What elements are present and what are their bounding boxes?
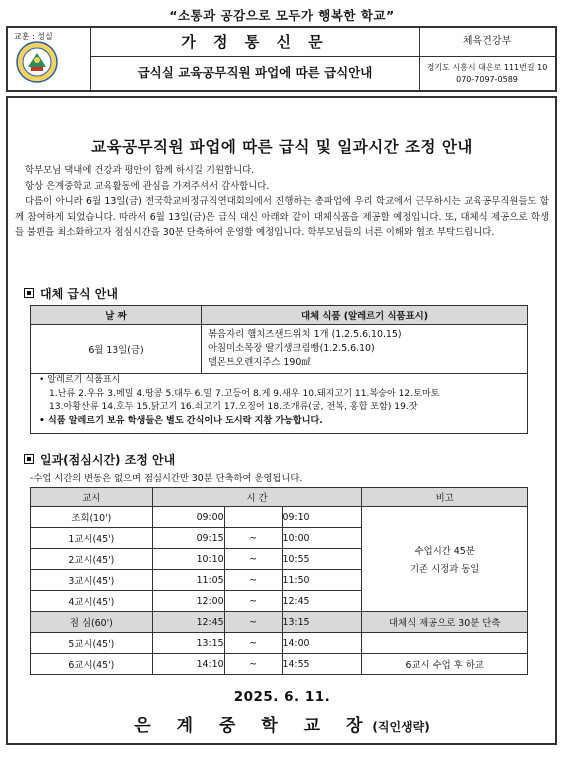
school-phone: 070-7097-0589 (456, 75, 518, 84)
allergy-title: • 알레르기 식품표시 (39, 375, 121, 385)
issue-date: 2025. 6. 11. (233, 689, 331, 705)
menu-item: 델몬트오렌지주스 190㎖ (208, 357, 311, 368)
table-row: 2교시(45') 10:10 ~ 10:55 (31, 549, 528, 570)
allergy-list: 1.난류 2.우유 3.메밀 4.땅콩 5.대두 6.밀 7.고등어 8.게 9.새우 10.돼지고기 11.복숭아 12.토마토 (49, 388, 440, 399)
newsletter-title: 가 정 통 신 문 (91, 28, 419, 57)
sched-col-time: 시 간 (152, 488, 362, 507)
square-bullet-icon (24, 454, 34, 464)
intro-paragraph: 학부모님 댁내에 건강과 평안이 함께 하시길 기원합니다. (25, 165, 255, 176)
meal-table (30, 305, 528, 374)
table-row: 5교시(45') 13:15 ~ 14:00 (31, 633, 528, 654)
table-row-lunch: 점 심(60') 12:45 ~ 13:15 대체식 제공으로 30분 단축 (31, 612, 528, 633)
meal-col-menu: 대체 식품 (알레르기 식품표시) (202, 306, 528, 325)
menu-item: 아침미소목장 딸기생크림빵(1.2.5.6.10) (208, 343, 375, 354)
letter-header (6, 26, 557, 92)
principal-signature (0, 711, 564, 736)
allergy-list: 13.아황산류 14.호두 15.닭고기 16.쇠고기 17.오징어 18.조개류(굴, 전복, 홍합 포함) 19.잣 (49, 402, 418, 412)
signer-name: 은 계 중 학 교 장 (134, 716, 373, 736)
table-row: 6교시(45') 14:10 ~ 14:55 6교시 수업 후 하교 (31, 654, 528, 675)
intro-paragraph: 항상 은계중학교 교육활동에 관심을 가져주셔서 감사합니다. (25, 180, 270, 192)
schedule-table (30, 487, 528, 675)
schedule-section-heading: 일과(점심시간) 조정 안내 (24, 451, 175, 468)
department-name: 체육건강부 (419, 28, 555, 57)
meal-section-heading: 대체 급식 안내 (24, 285, 118, 302)
intro-text (15, 163, 549, 241)
sched-col-remark: 비고 (362, 488, 528, 507)
meal-col-date: 날 짜 (31, 306, 202, 325)
remark-last: 6교시 수업 후 하교 (362, 654, 528, 675)
notice-title: 교육공무직원 파업에 따른 급식 및 일과시간 조정 안내 (91, 138, 473, 156)
intro-paragraph: 다름이 아니라 6월 13일(금) 전국학교비정규직연대회의에서 진행하는 총파업에 우리 학교에서 근무하시는 교육공무직원들도 함께 참여하게 되었습니다. 따라서 6월 13일(금)은 급식 대신 아래와 같이 대체식품을 제공할 예정입니다. 또, 대체식 제공으로 학생들 불편을 최소화하고자 점심시간을 30분 단축하여 운영할 예정입니다. 학부모님들의 너른 이해와 협조 부탁드립니다. (15, 196, 549, 238)
school-slogan: “소통과 공감으로 모두가 행복한 학교” (169, 8, 395, 23)
seal-omitted: (직인생략) (372, 720, 430, 734)
remark-classes: 수업시간 45분 기존 시정과 동일 (362, 507, 528, 612)
school-address: 경기도 시흥시 대은로 111번길 10 (426, 63, 548, 72)
table-row: 1교시(45') 09:15 ~ 10:00 (31, 528, 528, 549)
school-motto: 교훈 : 성실 (14, 32, 53, 41)
table-row: 조회(10') 09:00 09:10 수업시간 45분 기존 시정과 동일 (31, 507, 528, 528)
newsletter-subtitle: 급식실 교육공무직원 파업에 따른 급식안내 (137, 65, 373, 80)
allergy-info (30, 372, 528, 434)
table-row: 4교시(45') 12:00 ~ 12:45 (31, 591, 528, 612)
menu-item: 볶음자리 햄치즈샌드위치 1개 (1.2.5.6.10.15) (208, 329, 402, 340)
table-row: 3교시(45') 11:05 ~ 11:50 (31, 570, 528, 591)
square-bullet-icon (24, 288, 34, 298)
schedule-note: -수업 시간의 변동은 없으며 점심시간만 30분 단축하여 운영됩니다. (30, 473, 303, 484)
meal-date: 6월 13일(금) (31, 325, 202, 374)
school-emblem-icon (16, 41, 58, 83)
remark-lunch: 대체식 제공으로 30분 단축 (362, 612, 528, 633)
meal-menu (202, 325, 528, 374)
sched-col-period: 교시 (31, 488, 153, 507)
allergy-note: • 식품 알레르기 보유 학생들은 별도 간식이나 도시락 지참 가능합니다. (39, 415, 323, 426)
